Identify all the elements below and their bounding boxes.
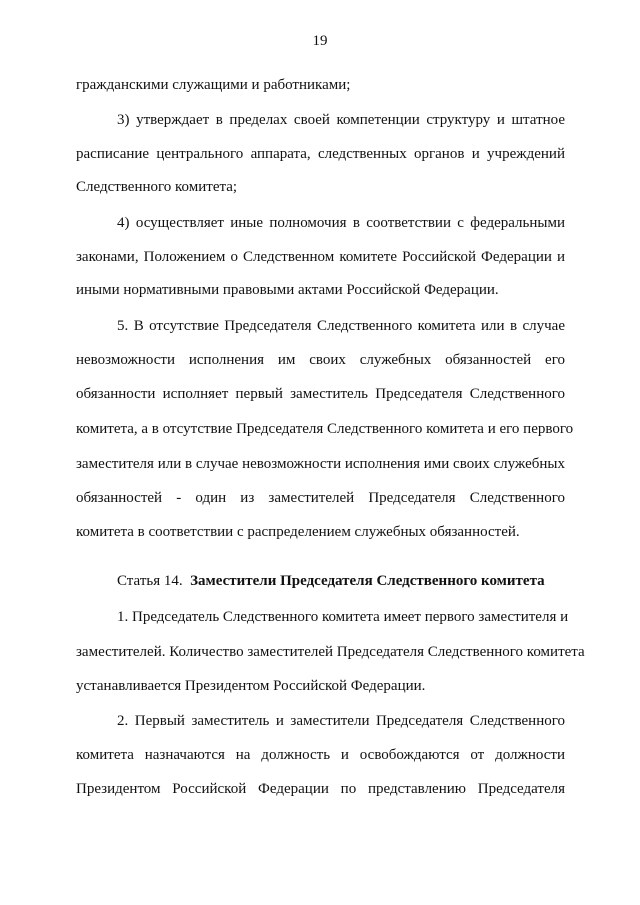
text-line: Следственного комитета; [76,179,238,195]
text-line: законами, Положением о Следственном комитете Российской Федерации и [76,249,565,265]
text-line: 5. В отсутствие Председателя Следственного комитета или в случае [117,318,565,334]
text-line: 1. Председатель Следственного комитета имеет первого заместителя и [117,609,569,625]
text-line: обязанности исполняет первый заместитель Председателя Следственного [76,386,565,402]
text-line: обязанностей - один из заместителей Председателя Следственного [76,490,565,506]
article-title: Заместители Председателя Следственного комитета [190,573,545,589]
text-line: заместителя или в случае невозможности исполнения ими своих служебных [76,456,565,472]
article-heading [117,572,545,590]
text-line: 3) утверждает в пределах своей компетенции структуру и штатное [117,112,565,128]
text-line: комитета в соответствии с распределением служебных обязанностей. [76,524,520,540]
text-line: 4) осуществляет иные полномочия в соответствии с федеральными [117,215,565,231]
text-line: устанавливается Президентом Российской Федерации. [76,678,426,694]
text-line: иными нормативными правовыми актами Российской Федерации. [76,282,499,298]
article-label: Статья 14. [117,573,183,589]
text-line: комитета, а в отсутствие Председателя Следственного комитета и его первого [76,421,574,437]
text-line: гражданскими служащими и работниками; [76,77,351,93]
page-number: 19 [312,33,328,49]
text-line: невозможности исполнения им своих служебных обязанностей его [76,352,565,368]
text-line: заместителей. Количество заместителей Председателя Следственного комитета [76,644,585,660]
text-line: расписание центрального аппарата, следственных органов и учреждений [76,146,565,162]
text-line: комитета назначаются на должность и освобождаются от должности [76,747,565,763]
text-line: Президентом Российской Федерации по представлению Председателя [76,781,565,797]
text-line: 2. Первый заместитель и заместители Председателя Следственного [117,713,565,729]
